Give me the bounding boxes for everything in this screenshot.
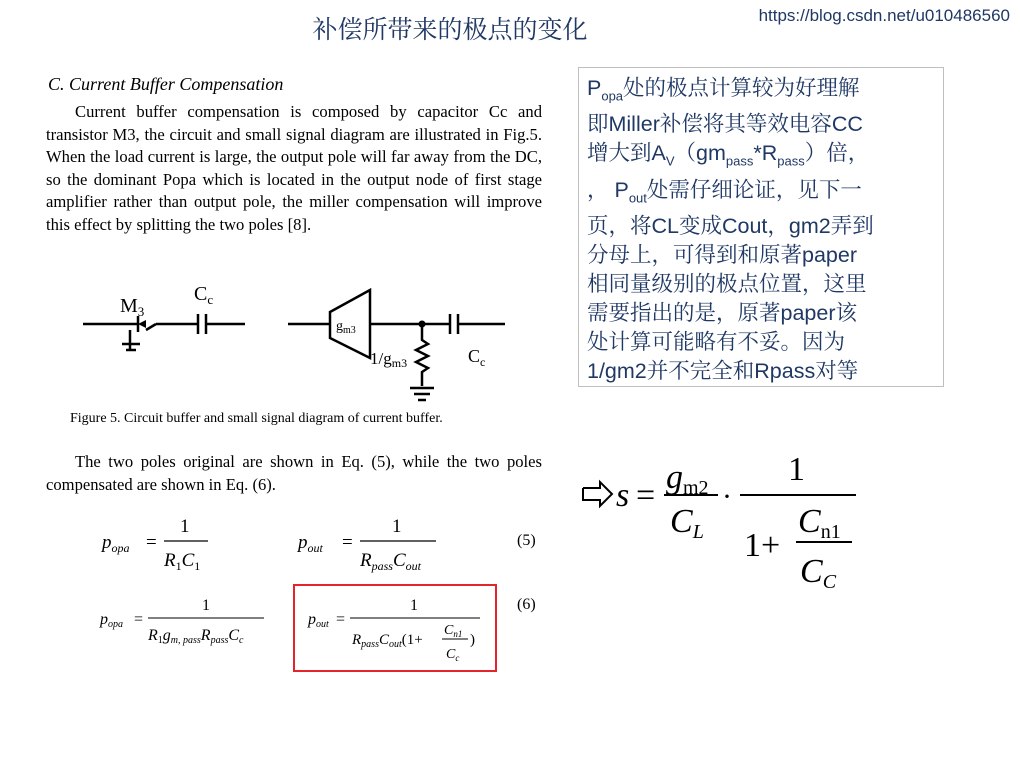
paragraph-1: Current buffer compensation is composed by capacitor Cc and transistor M3, the circuit and small signal diagram are illustrated in Fig.5. When the load current is large, the output pole will far away from the DC, so the dominant Popa which is located in the output node of first stage amplifier rather than output pole, the miller compensation will improve this effect by splitting the two poles [8]. xyxy=(46,102,542,234)
svg-text:popa: popa xyxy=(100,611,123,630)
slide-title: 补偿所带来的极点的变化 xyxy=(312,15,588,44)
equation-5 xyxy=(98,508,448,580)
circuit-diagram xyxy=(80,282,520,407)
note-line-8: 需要指出的是，原著paper该 xyxy=(587,300,857,325)
svg-text:Cc: $C_c$ xyxy=(446,647,460,663)
watermark-url[interactable]: https://blog.csdn.net/u010486560 xyxy=(758,6,1010,25)
note-line-7: 相同量级别的极点位置，这里 xyxy=(587,271,867,296)
svg-text:RpassCout: $R_{pass}C_{out}$ xyxy=(360,550,421,573)
svg-text:=: = xyxy=(134,611,144,628)
svg-text:=: = xyxy=(342,532,353,553)
cc-left-label: $C_c$ xyxy=(194,283,214,307)
svg-text:Cn1: Cn1 xyxy=(798,503,841,543)
note-line-10: 1/gm2并不完全和Rpass对等 xyxy=(587,358,859,383)
svg-text:): ) xyxy=(470,632,475,648)
gm3-label: $g_{m3}$ xyxy=(336,319,356,336)
derived-formula xyxy=(580,448,880,598)
section-heading: C. Current Buffer Compensation xyxy=(48,74,284,94)
note-box xyxy=(578,67,944,387)
svg-text:CL: CL xyxy=(670,503,704,543)
svg-text:1: 1 xyxy=(788,451,805,488)
svg-text:s: s xyxy=(616,477,630,514)
figure-caption: Figure 5. Circuit buffer and small signal diagram of current buffer. xyxy=(70,411,443,426)
svg-text:1: 1 xyxy=(180,516,190,537)
svg-text:gm2: gm2 xyxy=(666,459,709,499)
equation-6-number: (6) xyxy=(517,596,536,613)
svg-text:·: · xyxy=(722,480,732,513)
svg-text:Cn1: $C_{n1}$ xyxy=(444,623,463,639)
svg-text:1+: 1+ xyxy=(744,527,781,564)
svg-text:1: 1 xyxy=(392,516,402,537)
svg-text:R1C1: $R_1C_1$ xyxy=(164,550,201,573)
note-line-6: 分母上，可得到和原著paper xyxy=(587,242,857,267)
highlight-box xyxy=(293,584,497,672)
svg-text:popa: $p_{opa}$ xyxy=(102,532,130,555)
svg-text:R1gm, passRpassCc: R1gm, passRpassCc xyxy=(148,627,244,646)
m3-label: $M_3$ xyxy=(120,295,145,319)
svg-text:RpassCout(1+: $R_{pass}C_{out}(1+$ xyxy=(352,632,423,650)
svg-text:=: = xyxy=(146,532,157,553)
paragraph-2: The two poles original are shown in Eq. (5), while the two poles compensated are shown in Eq. (6). xyxy=(46,452,542,494)
note-line-3: 增大到$A_V(gm_{pass}*R_{pass})$倍， xyxy=(587,141,870,169)
svg-text:1: 1 xyxy=(410,597,418,614)
equation-5-number: (5) xyxy=(517,532,536,549)
resistor-label: 1/gm3 xyxy=(370,349,408,370)
note-line-9: 处计算可能略有不妥。因为 xyxy=(587,329,846,354)
svg-text:pout: $p_{out}$ xyxy=(298,532,323,555)
cc-right-label: $C_c$ xyxy=(468,346,486,369)
note-line-4: ， $P_{out}$处需仔细论证，见下一 xyxy=(587,177,862,205)
svg-text:CC: CC xyxy=(800,553,837,593)
svg-text:=: = xyxy=(636,477,656,514)
svg-text:=: = xyxy=(336,611,346,628)
note-line-1: $P_{opa}$处的极点计算较为好理解 xyxy=(587,76,860,104)
note-line-5: 页，将CL变成Cout，gm2弄到 xyxy=(587,213,874,238)
svg-text:pout: pout xyxy=(308,611,329,630)
svg-text:1: 1 xyxy=(202,597,210,614)
note-line-2: 即Miller补偿将其等效电容CC xyxy=(587,112,863,137)
